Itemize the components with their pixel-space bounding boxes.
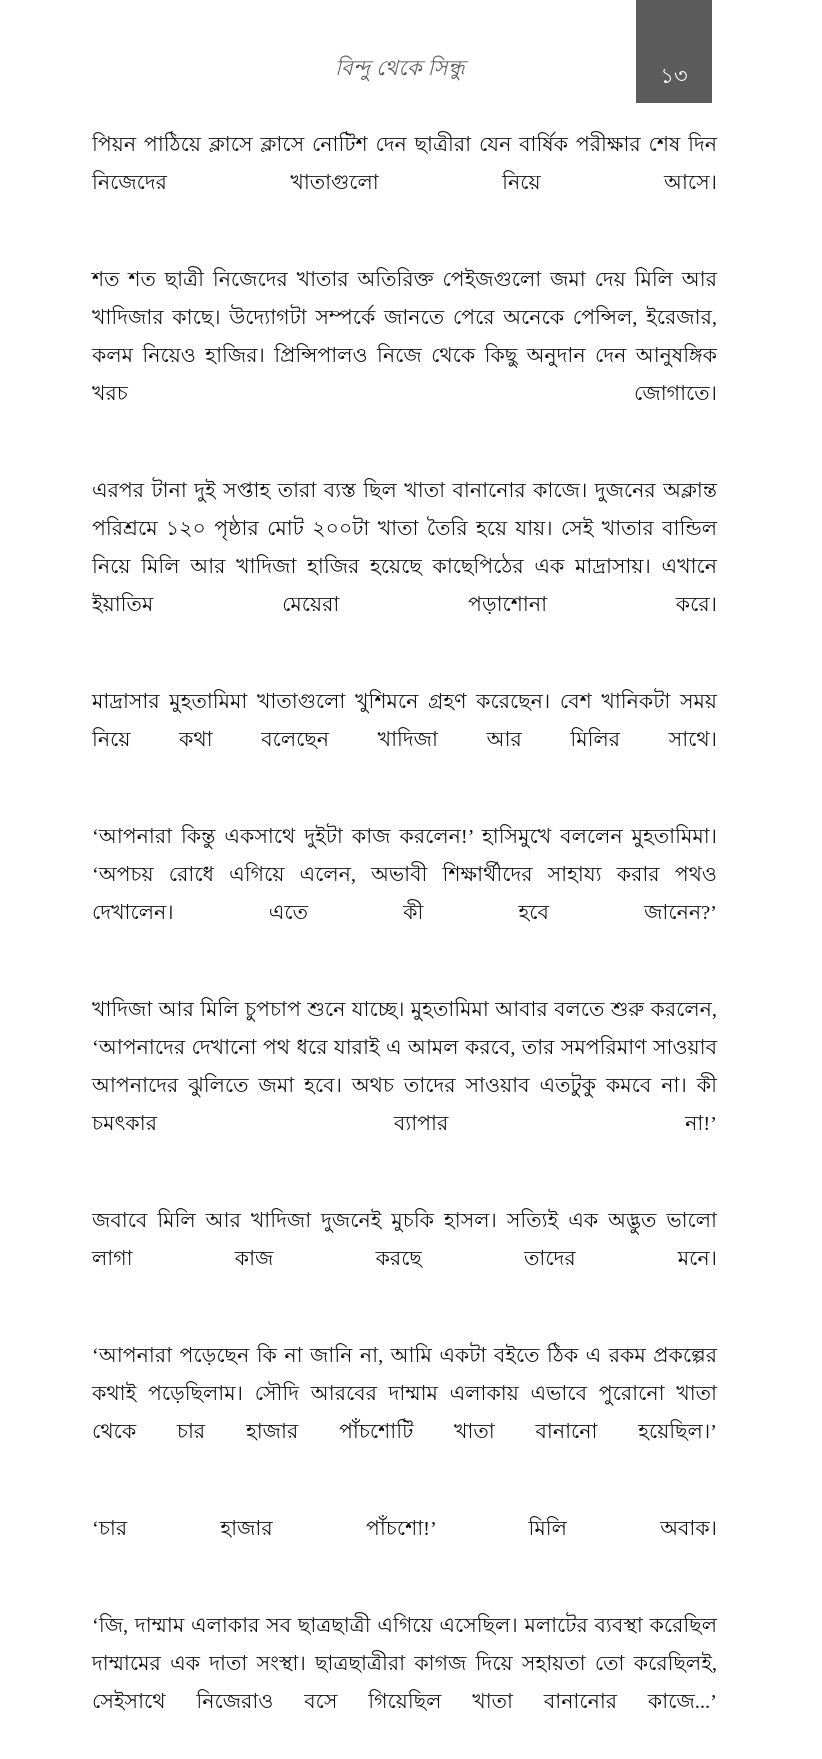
running-header: [0, 0, 822, 104]
book-title-header: বিন্দু থেকে সিন্ধু: [334, 56, 465, 80]
paragraph: জবাবে মিলি আর খাদিজা দুজনেই মুচকি হাসল। সত্যিই এক অদ্ভুত ভালো লাগা কাজ করছে তাদের মনে।: [92, 1210, 717, 1270]
paragraph: ‘জি, দাম্মাম এলাকার সব ছাত্রছাত্রী এগিয়ে এসেছিল। মলাটের ব্যবস্থা করেছিল দাম্মামের এক দাতা সংস্থা। ছাত্রছাত্রীরা কাগজ দিয়ে সহায়তা তো করেছিলই, সেইসাথে নিজেরাও বসে গিয়েছিল খাতা বানানোর কাজে...’: [92, 1615, 717, 1713]
page-number: ১৩: [660, 64, 688, 88]
paragraph: ‘আপনারা কিন্তু একসাথে দুইটা কাজ করলেন!’ হাসিমুখে বললেন মুহতামিমা। ‘অপচয় রোধে এগিয়ে এলেন, অভাবী শিক্ষার্থীদের সাহায্য করার পথও দেখালেন। এতে কী হবে জানেন?’: [92, 826, 717, 924]
page-number-box: [636, 0, 712, 103]
paragraph: খাদিজা আর মিলি চুপচাপ শুনে যাচ্ছে। মুহতামিমা আবার বলতে শুরু করলেন, ‘আপনাদের দেখানো পথ ধরে যারাই এ আমল করবে, তার সমপরিমাণ সাওয়াব আপনাদের ঝুলিতে জমা হবে। অথচ তাদের সাওয়াব এতটুকু কমবে না। কী চমৎকার ব্যাপার না!’: [92, 999, 717, 1135]
paragraph: ‘আপনারা পড়েছেন কি না জানি না, আমি একটা বইতে ঠিক এ রকম প্রকল্পের কথাই পড়েছিলাম। সৌদি আরবের দাম্মাম এলাকায় এভাবে পুরোনো খাতা থেকে চার হাজার পাঁচশোটি খাতা বানানো হয়েছিল।’: [92, 1345, 717, 1443]
body-text-column: [92, 126, 717, 1759]
paragraph: ‘চার হাজার পাঁচশো!’ মিলি অবাক।: [92, 1518, 717, 1540]
paragraph: মাদ্রাসার মুহতামিমা খাতাগুলো খুশিমনে গ্রহণ করেছেন। বেশ খানিকটা সময় নিয়ে কথা বলেছেন খাদিজা আর মিলির সাথে।: [92, 691, 717, 751]
paragraph: এরপর টানা দুই সপ্তাহ তারা ব্যস্ত ছিল খাতা বানানোর কাজে। দুজনের অক্লান্ত পরিশ্রমে ১২০ পৃষ্ঠার মোট ২০০টা খাতা তৈরি হয়ে যায়। সেই খাতার বান্ডিল নিয়ে মিলি আর খাদিজা হাজির হয়েছে কাছেপিঠের এক মাদ্রাসায়। এখানে ইয়াতিম মেয়েরা পড়াশোনা করে।: [92, 480, 717, 616]
paragraph: শত শত ছাত্রী নিজেদের খাতার অতিরিক্ত পেইজগুলো জমা দেয় মিলি আর খাদিজার কাছে। উদ্যোগটা সম্পর্কে জানতে পেরে অনেকে পেন্সিল, ইরেজার, কলম নিয়েও হাজির। প্রিন্সিপালও নিজে থেকে কিছু অনুদান দেন আনুষঙ্গিক খরচ জোগাতে।: [92, 269, 717, 405]
paragraph: পিয়ন পাঠিয়ে ক্লাসে ক্লাসে নোটিশ দেন ছাত্রীরা যেন বার্ষিক পরীক্ষার শেষ দিন নিজেদের খাতাগুলো নিয়ে আসে।: [92, 134, 717, 194]
